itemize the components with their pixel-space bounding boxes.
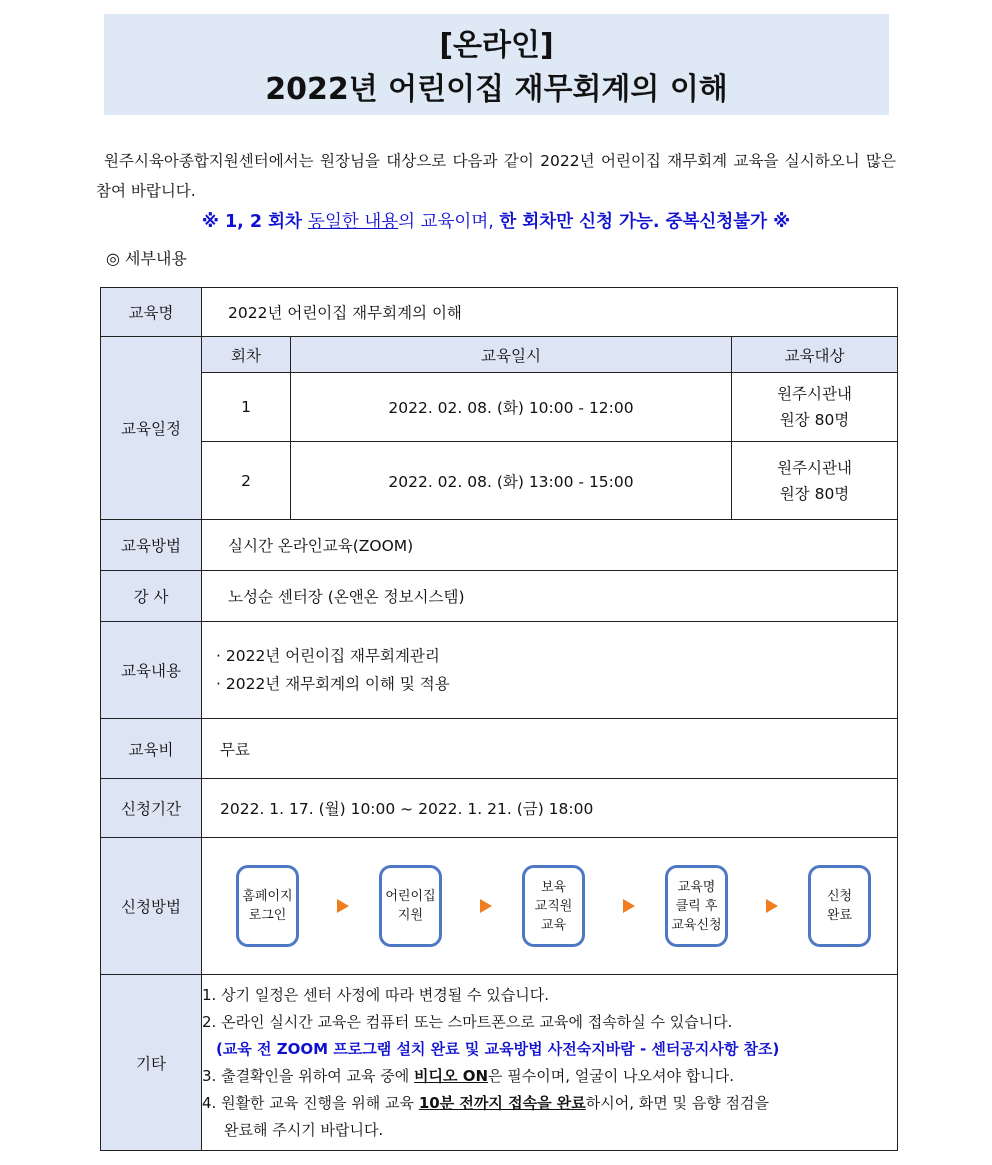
- schedule-label: 교육일정: [101, 337, 202, 520]
- target-line: 원주시관내: [777, 458, 852, 477]
- target-line: 원장 80명: [779, 411, 850, 429]
- name-label: 교육명: [101, 288, 202, 337]
- target-cell: [732, 442, 898, 520]
- etc-emphasis: 비디오 ON: [414, 1066, 489, 1085]
- content-label: 교육내용: [101, 622, 202, 719]
- round-header: 회차: [202, 337, 291, 373]
- target-cell: [732, 373, 898, 442]
- lecturer-value: 노성순 센터장 (온앤온 정보시스템): [202, 571, 898, 622]
- name-value: 2022년 어린이집 재무회계의 이해: [202, 288, 898, 337]
- content-value: [202, 622, 898, 719]
- apply-flow: [202, 865, 897, 947]
- datetime-cell: 2022. 02. 08. (화) 10:00 - 12:00: [291, 373, 732, 442]
- notice-mid: 의 교육이며,: [398, 212, 500, 232]
- apply-step-daycare-support: 어린이집 지원: [379, 865, 442, 947]
- apply-step-complete: 신청 완료: [808, 865, 871, 947]
- page-title: 2022년 어린이집 재무회계의 이해: [265, 72, 728, 107]
- arrow-right-icon: [337, 899, 349, 913]
- etc-value: [202, 975, 898, 1151]
- etc-note: (교육 전 ZOOM 프로그램 설치 완료 및 교육방법 사전숙지바람 - 센터공지사항 참조): [216, 1039, 780, 1058]
- table-row: [101, 779, 898, 838]
- target-line: 원주시관내: [777, 385, 852, 403]
- table-row: [101, 975, 898, 1151]
- notice-underlined: 동일한 내용: [308, 212, 399, 232]
- target-line: 원장 80명: [779, 484, 850, 503]
- apply-flow-cell: [202, 838, 898, 975]
- apply-label: 신청방법: [101, 838, 202, 975]
- datetime-header: 교육일시: [291, 337, 732, 373]
- notice-prefix: ※ 1, 2 회차: [201, 212, 309, 232]
- method-value: 실시간 온라인교육(ZOOM): [202, 520, 898, 571]
- datetime-cell: 2022. 02. 08. (화) 13:00 - 15:00: [291, 442, 732, 520]
- arrow-right-icon: [623, 899, 635, 913]
- arrow-right-icon: [480, 899, 492, 913]
- intro-paragraph: 원주시육아종합지원센터에서는 원장님을 대상으로 다음과 같이 2022년 어린이집 재무회계 교육을 실시하오니 많은 참여 바랍니다.: [96, 152, 896, 200]
- table-row: [101, 520, 898, 571]
- lecturer-label: 강 사: [101, 571, 202, 622]
- etc-item-cont: 완료해 주시기 바랍니다.: [224, 1120, 384, 1139]
- table-row: [101, 719, 898, 779]
- title-banner: [104, 14, 889, 115]
- table-row: [101, 373, 898, 442]
- section-title: ◎ 세부내용: [106, 249, 187, 268]
- notice-rest: 한 회차만 신청 가능. 중복신청불가 ※: [499, 212, 791, 232]
- fee-value: 무료: [202, 719, 898, 779]
- fee-label: 교육비: [101, 719, 202, 779]
- title-tag: [온라인]: [439, 28, 554, 63]
- details-table: [100, 287, 898, 1151]
- method-label: 교육방법: [101, 520, 202, 571]
- table-row: [101, 442, 898, 520]
- apply-step-staff-education: 보육 교직원 교육: [522, 865, 585, 947]
- round-cell: 1: [202, 373, 291, 442]
- table-row: [101, 571, 898, 622]
- notice-banner: [0, 208, 992, 233]
- etc-item: 4. 원활한 교육 진행을 위해 교육 10분 전까지 접속을 완료하시어, 화면 및 음향 점검을: [202, 1093, 769, 1112]
- round-cell: 2: [202, 442, 291, 520]
- etc-emphasis: 10분 전까지 접속을 완료: [418, 1093, 586, 1112]
- period-value: 2022. 1. 17. (월) 10:00 ~ 2022. 1. 21. (금) 18:00: [202, 779, 898, 838]
- apply-step-course-apply: 교육명 클릭 후 교육신청: [665, 865, 728, 947]
- etc-item: 1. 상기 일정은 센터 사정에 따라 변경될 수 있습니다.: [202, 985, 550, 1004]
- etc-label: 기타: [101, 975, 202, 1151]
- table-row: [101, 838, 898, 975]
- apply-step-login: 홈페이지 로그인: [236, 865, 299, 947]
- table-row: [101, 622, 898, 719]
- target-header: 교육대상: [732, 337, 898, 373]
- table-row: [101, 288, 898, 337]
- etc-item: 2. 온라인 실시간 교육은 컴퓨터 또는 스마트폰으로 교육에 접속하실 수 있습니다.: [202, 1012, 733, 1031]
- content-item: · 2022년 어린이집 재무회계관리: [216, 647, 440, 665]
- content-item: · 2022년 재무회계의 이해 및 적용: [216, 675, 450, 693]
- period-label: 신청기간: [101, 779, 202, 838]
- etc-item: 3. 출결확인을 위하여 교육 중에 비디오 ON은 필수이며, 얼굴이 나오셔야 합니다.: [202, 1066, 735, 1085]
- arrow-right-icon: [766, 899, 778, 913]
- table-row: [101, 337, 898, 373]
